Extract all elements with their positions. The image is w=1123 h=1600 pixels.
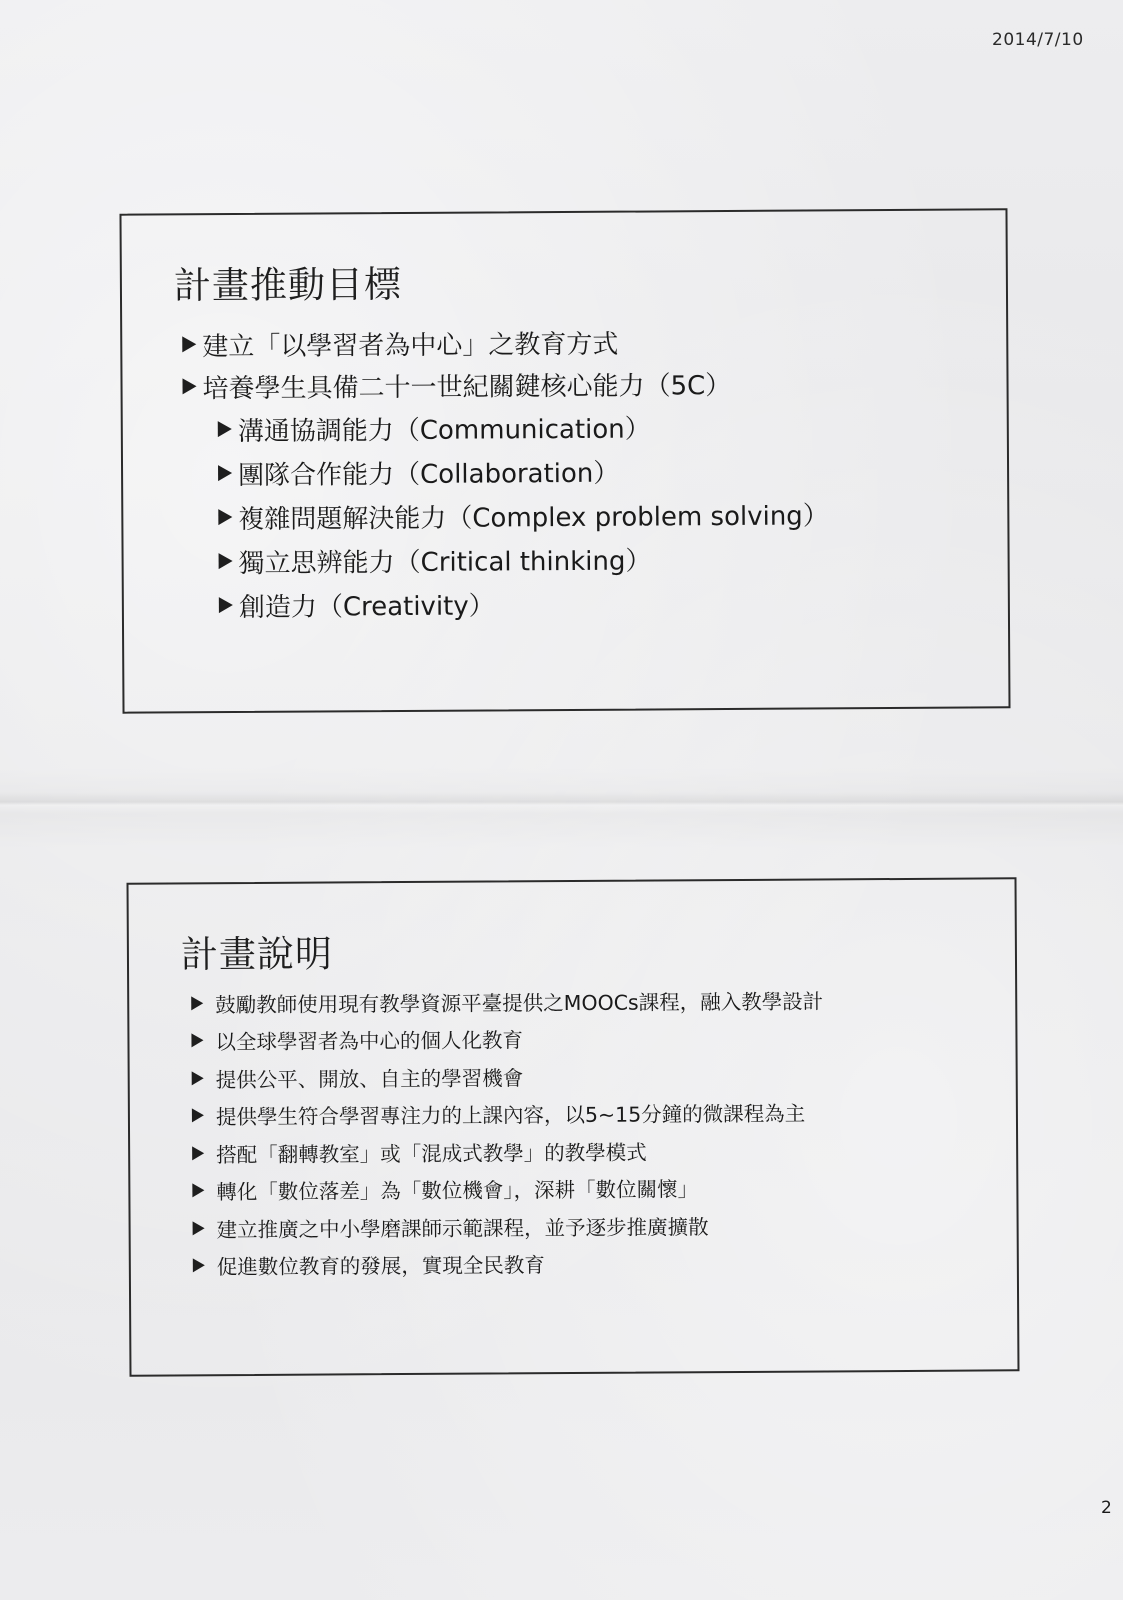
triangle-right-icon — [193, 1259, 205, 1273]
list-item — [192, 1205, 824, 1246]
slide-title: 計畫推動目標 — [173, 262, 403, 308]
triangle-right-icon — [219, 597, 233, 613]
list-item — [191, 1018, 823, 1059]
list-item-text: 建立「以學習者為中心」之教育方式 — [202, 329, 619, 362]
triangle-right-icon — [218, 465, 232, 481]
description-bullet-list — [191, 980, 825, 1284]
list-item — [219, 579, 830, 627]
goals-bullet-list — [182, 319, 829, 627]
page-number: 2 — [1101, 1498, 1112, 1518]
slide-title: 計畫說明 — [180, 932, 334, 977]
list-item-text: 獨立思辨能力（Critical thinking） — [238, 545, 652, 579]
list-item — [218, 447, 829, 495]
triangle-right-icon — [182, 336, 196, 352]
slide-project-description — [126, 877, 1019, 1376]
list-item — [192, 1130, 824, 1171]
triangle-right-icon — [192, 1109, 204, 1123]
triangle-right-icon — [218, 421, 232, 437]
triangle-right-icon — [219, 553, 233, 569]
list-item-text: 提供公平、開放、自主的學習機會 — [215, 1066, 524, 1092]
list-item-text: 團隊合作能力（Collaboration） — [237, 458, 620, 491]
triangle-right-icon — [192, 1071, 204, 1085]
list-item-text: 複雜問題解決能力（Complex problem solving） — [238, 500, 829, 535]
list-item — [218, 491, 829, 539]
list-item-text: 促進數位教育的發展，實現全民教育 — [216, 1253, 545, 1280]
list-item-text: 建立推廣之中小學磨課師示範課程，並予逐步推廣擴散 — [216, 1214, 709, 1242]
triangle-right-icon — [192, 1184, 204, 1198]
list-item-text: 提供學生符合學習專注力的上課內容，以5~15分鐘的微課程為主 — [215, 1101, 806, 1130]
list-item — [182, 319, 828, 365]
list-item-text: 轉化「數位落差」為「數位機會」，深耕「數位關懷」 — [216, 1177, 699, 1205]
list-item-text: 鼓勵教師使用現有教學資源平臺提供之MOOCs課程，融入教學設計 — [215, 989, 824, 1017]
list-item — [182, 361, 828, 407]
slide-project-goals — [119, 208, 1010, 713]
list-item — [192, 1055, 824, 1096]
list-item — [192, 1093, 824, 1134]
triangle-right-icon — [182, 378, 196, 394]
triangle-right-icon — [218, 509, 232, 525]
list-item-text: 創造力（Creativity） — [238, 590, 495, 623]
triangle-right-icon — [191, 1034, 203, 1048]
list-item-text: 溝通協調能力（Communication） — [237, 413, 651, 447]
list-item — [192, 1168, 824, 1209]
list-item — [193, 1243, 825, 1284]
list-item — [218, 403, 829, 451]
list-item-text: 以全球學習者為中心的個人化教育 — [215, 1028, 524, 1055]
print-date: 2014/7/10 — [992, 30, 1084, 50]
triangle-right-icon — [193, 1221, 205, 1235]
list-item-text: 搭配「翻轉教室」或「混成式教學」的教學模式 — [216, 1140, 647, 1167]
list-item-text: 培養學生具備二十一世紀關鍵核心能力（5C） — [202, 370, 732, 404]
list-item — [191, 980, 823, 1021]
triangle-right-icon — [191, 996, 203, 1010]
paper-fold-crease — [0, 792, 1123, 814]
triangle-right-icon — [192, 1146, 204, 1160]
list-item — [218, 535, 829, 583]
